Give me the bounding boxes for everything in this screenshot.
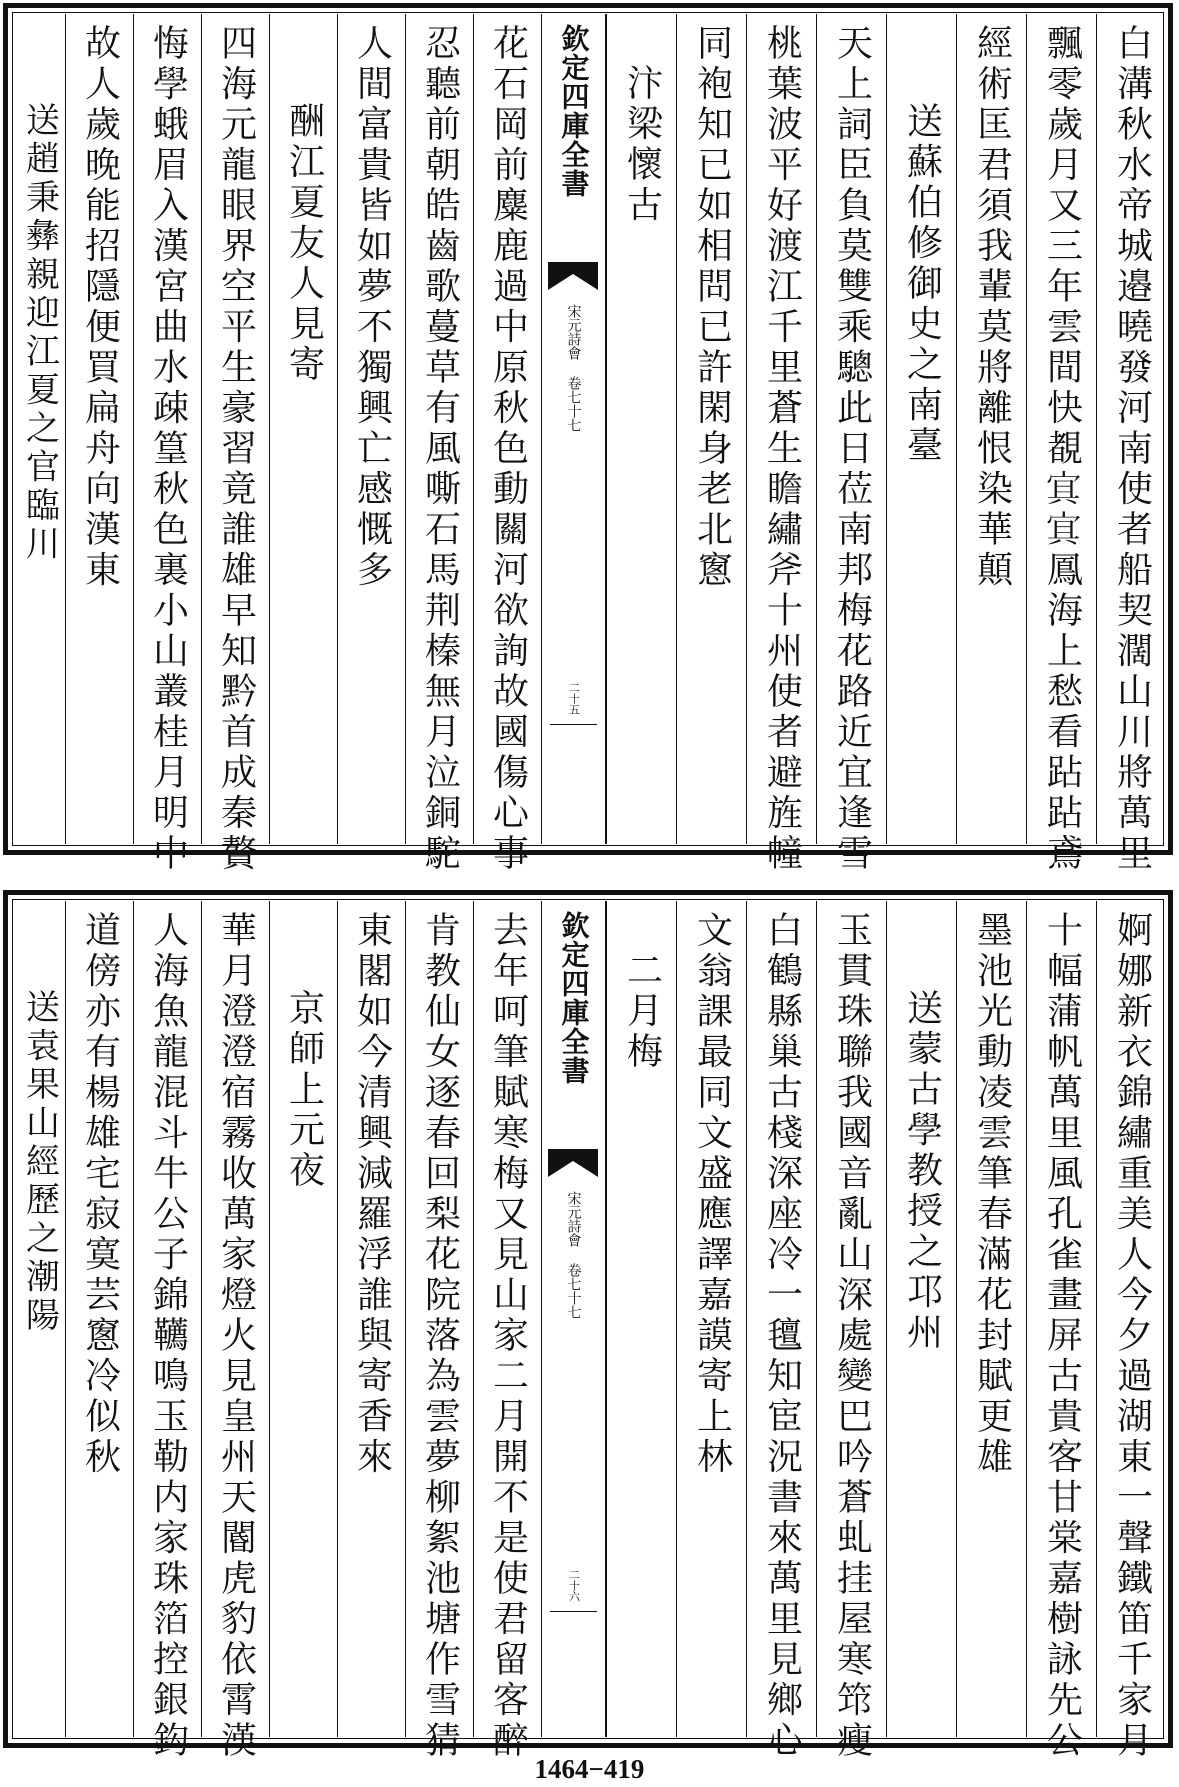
text-column [473,901,541,1762]
verse-line: 四海元龍眼界空平生豪習竟誰雄早知黔首成秦贅 [215,24,257,875]
leaf-number: 二十五 [567,682,581,715]
text-column [886,14,956,844]
volume-label: 宋元詩會 卷七十七 [565,1191,582,1319]
text-column [676,901,746,1737]
verse-line: 道傍亦有楊雄宅寂寞芸窻冷似秋 [79,911,121,1478]
text-column [65,14,133,844]
bottom-page-columns [14,901,1162,1762]
bottom-page [3,890,1173,1762]
top-page-columns [14,14,1162,875]
verse-line: 忍聽前朝皓齒歌蔓草有風嘶石馬荆榛無月泣銅駝 [419,24,461,875]
text-column [269,901,337,1737]
text-column [956,901,1026,1737]
poem-title: 二月梅 [621,951,663,1073]
leaf-number: 二十六 [567,1569,581,1602]
verse-line: 故人歲晚能招隱便買扁舟向漢東 [79,24,121,591]
verse-line: 人間富貴皆如夢不獨興亡感慨多 [351,24,393,591]
text-column [14,14,65,844]
poem-title: 酬江夏友人見寄 [283,102,325,386]
text-column [405,901,473,1762]
verse-line: 桃葉波平好渡江千里蒼生瞻繡斧十州使者避旌幢 [761,24,803,875]
text-column [269,14,337,844]
poem-title: 送趙秉彝親迎江夏之官臨川 [19,102,60,564]
text-column [816,14,886,875]
verse-line: 玉貫珠聯我國音亂山深處變巴吟蒼虬挂屋寒筇瘦 [831,911,873,1762]
center-strip [541,14,606,844]
text-column [1026,901,1096,1762]
text-column [1096,901,1166,1762]
verse-line: 天上詞臣負莫雙乘驄此日莅南邦梅花路近宜逢雪 [831,24,873,875]
verse-line: 文翁課最同文盛應譯嘉謨寄上林 [691,911,733,1478]
verse-line: 白溝秋水帝城邉曉發河南使者船契濶山川將萬里 [1111,24,1153,875]
center-strip [541,901,606,1737]
text-column [1096,14,1166,875]
text-column [201,901,269,1762]
poem-title: 京師上元夜 [283,989,325,1192]
text-column [606,14,676,844]
text-column [201,14,269,875]
text-column [746,14,816,875]
poem-title: 送蘇伯修御史之南臺 [901,102,943,467]
verse-line: 白鶴縣巢古棧深座冷一氊知宦況書來萬里見鄉心 [761,911,803,1762]
text-column [133,901,201,1762]
verse-line: 華月澄澄宿霧收萬家燈火見皇州天閽虎豹依霄漢 [215,911,257,1762]
text-column [1026,14,1096,875]
verse-line: 肯教仙女逐春回梨花院落為雲夢柳絮池塘作雪猜 [419,911,461,1762]
leaf-rule [550,1611,597,1612]
text-column [886,901,956,1737]
text-column [956,14,1026,844]
volume-label: 宋元詩會 卷七十七 [565,304,582,432]
fish-tail-mark-icon [548,1149,598,1177]
text-column [14,901,65,1737]
verse-line: 經術匡君須我輩莫將離恨染華顛 [971,24,1013,591]
poem-title: 汴梁懷古 [621,64,663,226]
leaf-rule [550,724,597,725]
verse-line: 墨池光動凌雲筆春滿花封賦更雄 [971,911,1013,1478]
verse-line: 悔學蛾眉入漢宮曲水疎篁秋色裏小山叢桂月明中 [147,24,189,875]
text-column [337,901,405,1737]
poem-title: 送蒙古學教授之邛州 [901,989,943,1354]
page-footer-number: 1464−419 [534,1754,645,1784]
text-column [405,14,473,875]
text-column [65,901,133,1737]
verse-line: 飄零歲月又三年雲間快覩𡨋𡨋鳳海上愁看跕跕鳶 [1041,24,1083,875]
text-column [606,901,676,1737]
text-column [816,901,886,1762]
book-title: 欽定四庫全書 [557,911,591,1085]
verse-line: 十幅蒲帆萬里風孔雀畫屏古貴客甘棠嘉樹詠先公 [1041,911,1083,1762]
verse-line: 花石岡前麋鹿過中原秋色動關河欲詢故國傷心事 [487,24,529,875]
text-column [746,901,816,1762]
text-column [337,14,405,844]
verse-line: 人海魚龍混斗牛公子錦韉鳴玉勒内家珠箔控銀鈎 [147,911,189,1762]
poem-title: 送袁果山經歷之潮陽 [19,989,60,1336]
verse-line: 婀娜新衣錦繡重美人今夕過湖東一聲鐵笛千家月 [1111,911,1153,1762]
fish-tail-mark-icon [548,262,598,290]
verse-line: 東閣如今清興減羅浮誰與寄香來 [351,911,393,1478]
book-title: 欽定四庫全書 [557,24,591,198]
text-column [473,14,541,875]
verse-line: 同袍知已如相問已許閑身老北窻 [691,24,733,591]
verse-line: 去年呵筆賦寒梅又見山家二月開不是使君留客醉 [487,911,529,1762]
text-column [676,14,746,844]
text-column [133,14,201,875]
top-page [3,3,1173,875]
